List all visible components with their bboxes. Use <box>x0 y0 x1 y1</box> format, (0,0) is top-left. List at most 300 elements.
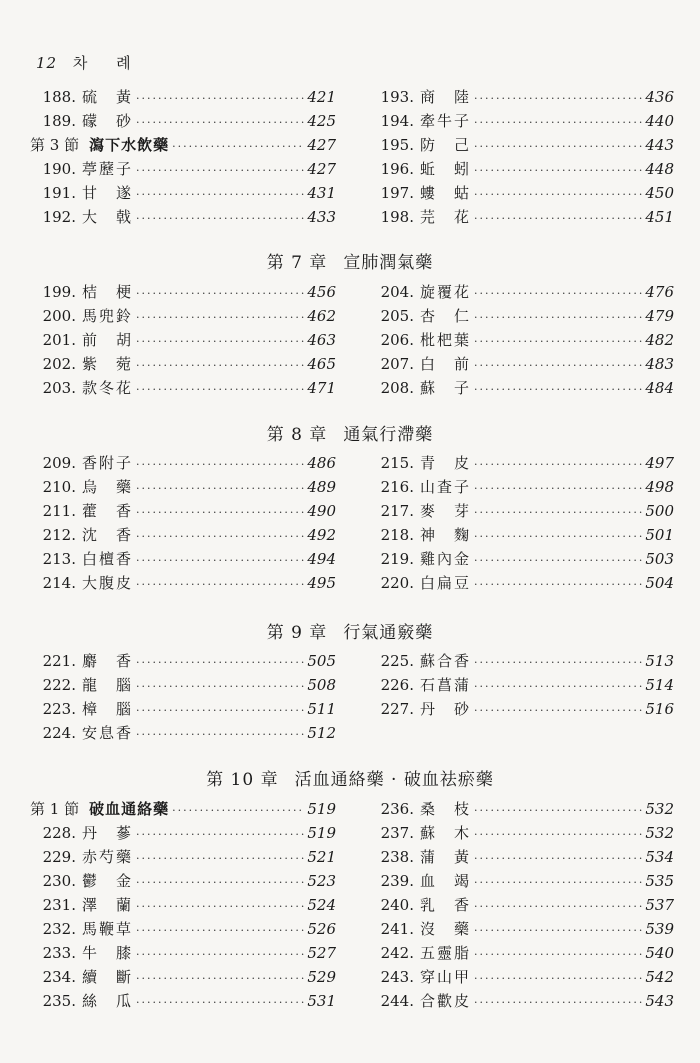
entry-number: 238. <box>380 848 414 866</box>
entry-page: 425 <box>307 112 336 130</box>
entry-page: 543 <box>645 992 674 1010</box>
page-number: 12 <box>36 54 58 72</box>
entry-name: 青 皮 <box>420 454 472 472</box>
entry-page: 433 <box>307 208 336 226</box>
left-column <box>30 86 336 230</box>
toc-entry <box>30 158 336 182</box>
entry-name: 牛 膝 <box>82 944 134 962</box>
entry-name: 五靈脂 <box>420 944 472 962</box>
entry-name: 硫 黃 <box>82 88 134 106</box>
entry-page: 513 <box>645 652 674 670</box>
entry-name: 神 麴 <box>420 526 472 544</box>
entry-number: 234. <box>42 968 76 986</box>
entry-name: 麥 芽 <box>420 502 472 520</box>
dot-leader <box>474 704 642 717</box>
entry-name: 白扁豆 <box>420 574 472 592</box>
entry-number: 229. <box>42 848 76 866</box>
entry-page: 463 <box>307 331 336 349</box>
entry-number: 216. <box>380 478 414 496</box>
toc-entry <box>30 548 336 572</box>
entry-number: 243. <box>380 968 414 986</box>
toc-entry <box>30 281 336 305</box>
dot-leader <box>474 92 642 105</box>
entry-number: 222. <box>42 676 76 694</box>
toc-entry <box>30 870 336 894</box>
entry-name: 雞內金 <box>420 550 472 568</box>
entry-page: 534 <box>645 848 674 866</box>
entry-number: 240. <box>380 896 414 914</box>
entry-page: 523 <box>307 872 336 890</box>
dot-leader <box>474 996 642 1009</box>
dot-leader <box>136 828 304 841</box>
entry-page: 471 <box>307 379 336 397</box>
entry-name: 瀉下水飲藥 <box>89 136 170 154</box>
dot-leader <box>474 948 642 961</box>
chapter-heading <box>0 765 700 790</box>
dot-leader <box>474 458 642 471</box>
entry-name: 續 斷 <box>82 968 134 986</box>
entry-name: 馬鞭草 <box>82 920 134 938</box>
entry-number: 227. <box>380 700 414 718</box>
chapter-title: 宣肺潤氣藥 <box>343 253 434 273</box>
dot-leader <box>136 92 304 105</box>
entry-number: 225. <box>380 652 414 670</box>
dot-leader <box>136 704 304 717</box>
entry-number: 239. <box>380 872 414 890</box>
toc-entry <box>368 86 674 110</box>
chapter-heading <box>0 618 700 643</box>
entry-page: 511 <box>307 700 336 718</box>
dot-leader <box>136 335 304 348</box>
header-title-b: 례 <box>116 54 132 72</box>
toc-entry <box>30 353 336 377</box>
chapter-number: 第 10 章 <box>206 770 279 790</box>
entry-number: 206. <box>380 331 414 349</box>
entry-page: 527 <box>307 944 336 962</box>
entry-name: 樟 腦 <box>82 700 134 718</box>
entry-number: 224. <box>42 724 76 742</box>
section-number: 第 1 節 <box>30 800 80 818</box>
entry-name: 石菖蒲 <box>420 676 472 694</box>
entry-number: 233. <box>42 944 76 962</box>
entry-name: 商 陸 <box>420 88 472 106</box>
chapter-title: 通氣行滯藥 <box>343 425 434 445</box>
entry-page: 537 <box>645 896 674 914</box>
toc-entry <box>368 476 674 500</box>
entry-name: 赤芍藥 <box>82 848 134 866</box>
entry-page: 535 <box>645 872 674 890</box>
toc-entry <box>30 110 336 134</box>
entry-page: 448 <box>645 160 674 178</box>
entry-name: 杏 仁 <box>420 307 472 325</box>
entry-name: 乳 香 <box>420 896 472 914</box>
toc-entry <box>30 966 336 990</box>
entry-name: 芫 花 <box>420 208 472 226</box>
section-number: 第 3 節 <box>30 136 80 154</box>
entry-number: 215. <box>380 454 414 472</box>
right-column <box>368 650 674 722</box>
dot-leader <box>172 140 304 153</box>
dot-leader <box>136 578 304 591</box>
entry-page: 542 <box>645 968 674 986</box>
entry-number: 193. <box>380 88 414 106</box>
dot-leader <box>474 554 642 567</box>
dot-leader <box>136 924 304 937</box>
entry-number: 213. <box>42 550 76 568</box>
toc-entry <box>30 846 336 870</box>
toc-entry <box>30 822 336 846</box>
chapter-title: 行氣通竅藥 <box>343 623 434 643</box>
entry-number: 207. <box>380 355 414 373</box>
entry-page: 451 <box>645 208 674 226</box>
entry-page: 436 <box>645 88 674 106</box>
entry-name: 合歡皮 <box>420 992 472 1010</box>
entry-name: 澤 蘭 <box>82 896 134 914</box>
entry-page: 476 <box>645 283 674 301</box>
entry-page: 505 <box>307 652 336 670</box>
entry-page: 479 <box>645 307 674 325</box>
entry-page: 519 <box>307 824 336 842</box>
chapter-heading <box>0 420 700 445</box>
toc-entry <box>30 182 336 206</box>
dot-leader <box>474 383 642 396</box>
toc-entry <box>368 918 674 942</box>
right-column <box>368 86 674 230</box>
right-column <box>368 281 674 401</box>
left-column <box>30 281 336 401</box>
dot-leader <box>136 383 304 396</box>
entry-number: 223. <box>42 700 76 718</box>
dot-leader <box>136 852 304 865</box>
dot-leader <box>136 116 304 129</box>
entry-name: 麝 香 <box>82 652 134 670</box>
toc-entry <box>30 206 336 230</box>
entry-name: 馬兜鈴 <box>82 307 134 325</box>
entry-page: 529 <box>307 968 336 986</box>
entry-number: 236. <box>380 800 414 818</box>
entry-name: 白檀香 <box>82 550 134 568</box>
toc-entry <box>30 476 336 500</box>
entry-name: 白 前 <box>420 355 472 373</box>
entry-page: 495 <box>307 574 336 592</box>
entry-name: 丹 蔘 <box>82 824 134 842</box>
entry-number: 194. <box>380 112 414 130</box>
toc-entry <box>368 572 674 596</box>
toc-entry <box>30 650 336 674</box>
dot-leader <box>474 287 642 300</box>
dot-leader <box>474 506 642 519</box>
entry-page: 427 <box>307 136 336 154</box>
entry-number: 203. <box>42 379 76 397</box>
entry-name: 絲 瓜 <box>82 992 134 1010</box>
entry-number: 205. <box>380 307 414 325</box>
toc-entry <box>368 548 674 572</box>
entry-number: 192. <box>42 208 76 226</box>
entry-page: 431 <box>307 184 336 202</box>
dot-leader <box>136 458 304 471</box>
left-column <box>30 798 336 1014</box>
entry-number: 212. <box>42 526 76 544</box>
entry-name: 蘇合香 <box>420 652 472 670</box>
entry-number: 199. <box>42 283 76 301</box>
toc-entry <box>30 722 336 746</box>
dot-leader <box>474 828 642 841</box>
chapter-heading <box>0 248 700 273</box>
toc-entry <box>368 798 674 822</box>
entry-name: 破血通絡藥 <box>89 800 170 818</box>
toc-entry <box>368 281 674 305</box>
entry-page: 516 <box>645 700 674 718</box>
entry-page: 492 <box>307 526 336 544</box>
entry-name: 山査子 <box>420 478 472 496</box>
toc-entry <box>30 572 336 596</box>
entry-number: 211. <box>42 502 76 520</box>
entry-page: 501 <box>645 526 674 544</box>
chapter-number: 第 9 章 <box>266 623 328 643</box>
entry-number: 200. <box>42 307 76 325</box>
entry-page: 498 <box>645 478 674 496</box>
right-column <box>368 798 674 1014</box>
entry-page: 465 <box>307 355 336 373</box>
entry-number: 210. <box>42 478 76 496</box>
entry-page: 512 <box>307 724 336 742</box>
toc-entry <box>30 86 336 110</box>
entry-page: 486 <box>307 454 336 472</box>
dot-leader <box>136 948 304 961</box>
dot-leader <box>474 188 642 201</box>
entry-name: 紫 菀 <box>82 355 134 373</box>
entry-page: 462 <box>307 307 336 325</box>
entry-page: 456 <box>307 283 336 301</box>
entry-page: 521 <box>307 848 336 866</box>
entry-number: 237. <box>380 824 414 842</box>
toc-entry <box>30 894 336 918</box>
chapter-number: 第 8 章 <box>266 425 328 445</box>
dot-leader <box>136 656 304 669</box>
dot-leader <box>136 554 304 567</box>
entry-number: 218. <box>380 526 414 544</box>
entry-page: 540 <box>645 944 674 962</box>
entry-page: 489 <box>307 478 336 496</box>
entry-name: 蘇 木 <box>420 824 472 842</box>
dot-leader <box>474 311 642 324</box>
entry-number: 208. <box>380 379 414 397</box>
entry-number: 220. <box>380 574 414 592</box>
entry-number: 202. <box>42 355 76 373</box>
entry-number: 197. <box>380 184 414 202</box>
toc-entry <box>30 524 336 548</box>
dot-leader <box>474 359 642 372</box>
entry-page: 484 <box>645 379 674 397</box>
dot-leader <box>474 530 642 543</box>
entry-page: 427 <box>307 160 336 178</box>
header-title-a: 차 <box>72 54 89 72</box>
entry-number: 242. <box>380 944 414 962</box>
toc-entry <box>30 698 336 722</box>
entry-name: 款冬花 <box>82 379 134 397</box>
dot-leader <box>474 116 642 129</box>
chapter-number: 第 7 章 <box>266 253 328 273</box>
toc-entry <box>30 918 336 942</box>
toc-entry <box>368 524 674 548</box>
toc-entry <box>368 377 674 401</box>
toc-entry <box>368 674 674 698</box>
entry-number: 196. <box>380 160 414 178</box>
entry-number: 221. <box>42 652 76 670</box>
dot-leader <box>136 359 304 372</box>
dot-leader <box>136 164 304 177</box>
entry-page: 421 <box>307 88 336 106</box>
dot-leader <box>474 164 642 177</box>
entry-name: 枇杷葉 <box>420 331 472 349</box>
entry-name: 螻 蛄 <box>420 184 472 202</box>
entry-name: 丹 砂 <box>420 700 472 718</box>
entry-number: 204. <box>380 283 414 301</box>
entry-page: 490 <box>307 502 336 520</box>
toc-section-entry <box>30 134 336 158</box>
toc-entry <box>368 966 674 990</box>
dot-leader <box>136 728 304 741</box>
toc-entry <box>30 674 336 698</box>
toc-entry <box>368 500 674 524</box>
entry-name: 穿山甲 <box>420 968 472 986</box>
entry-name: 蘇 子 <box>420 379 472 397</box>
dot-leader <box>474 680 642 693</box>
entry-number: 201. <box>42 331 76 349</box>
entry-number: 217. <box>380 502 414 520</box>
toc-entry <box>368 452 674 476</box>
entry-page: 526 <box>307 920 336 938</box>
entry-name: 血 竭 <box>420 872 472 890</box>
dot-leader <box>172 804 304 817</box>
entry-page: 500 <box>645 502 674 520</box>
toc-entry <box>30 305 336 329</box>
entry-number: 198. <box>380 208 414 226</box>
entry-name: 牽牛子 <box>420 112 472 130</box>
dot-leader <box>474 972 642 985</box>
entry-page: 524 <box>307 896 336 914</box>
entry-name: 葶藶子 <box>82 160 134 178</box>
toc-entry <box>368 698 674 722</box>
entry-page: 483 <box>645 355 674 373</box>
entry-name: 藿 香 <box>82 502 134 520</box>
dot-leader <box>136 900 304 913</box>
entry-number: 231. <box>42 896 76 914</box>
entry-page: 539 <box>645 920 674 938</box>
toc-entry <box>368 353 674 377</box>
entry-name: 龍 腦 <box>82 676 134 694</box>
toc-entry <box>368 822 674 846</box>
dot-leader <box>474 804 642 817</box>
dot-leader <box>474 900 642 913</box>
dot-leader <box>474 656 642 669</box>
entry-page: 532 <box>645 824 674 842</box>
entry-name: 沈 香 <box>82 526 134 544</box>
left-column <box>30 650 336 746</box>
entry-page: 494 <box>307 550 336 568</box>
entry-page: 504 <box>645 574 674 592</box>
toc-entry <box>368 942 674 966</box>
dot-leader <box>136 212 304 225</box>
entry-number: 209. <box>42 454 76 472</box>
entry-name: 安息香 <box>82 724 134 742</box>
toc-section-entry <box>30 798 336 822</box>
toc-entry <box>30 377 336 401</box>
dot-leader <box>474 578 642 591</box>
entry-page: 440 <box>645 112 674 130</box>
entry-name: 鬱 金 <box>82 872 134 890</box>
dot-leader <box>474 140 642 153</box>
entry-page: 519 <box>307 800 336 818</box>
toc-entry <box>30 942 336 966</box>
dot-leader <box>474 212 642 225</box>
toc-entry <box>368 650 674 674</box>
dot-leader <box>136 876 304 889</box>
dot-leader <box>474 876 642 889</box>
entry-number: 188. <box>42 88 76 106</box>
dot-leader <box>474 852 642 865</box>
entry-number: 228. <box>42 824 76 842</box>
entry-number: 214. <box>42 574 76 592</box>
entry-page: 514 <box>645 676 674 694</box>
entry-name: 蒲 黃 <box>420 848 472 866</box>
toc-entry <box>368 846 674 870</box>
toc-entry <box>30 452 336 476</box>
entry-number: 230. <box>42 872 76 890</box>
entry-number: 241. <box>380 920 414 938</box>
toc-entry <box>30 990 336 1014</box>
entry-number: 189. <box>42 112 76 130</box>
entry-page: 497 <box>645 454 674 472</box>
dot-leader <box>136 287 304 300</box>
chapter-title: 活血通絡藥 · 破血祛瘀藥 <box>294 770 494 790</box>
entry-name: 香附子 <box>82 454 134 472</box>
entry-page: 531 <box>307 992 336 1010</box>
entry-name: 蚯 蚓 <box>420 160 472 178</box>
toc-entry <box>368 990 674 1014</box>
entry-page: 482 <box>645 331 674 349</box>
dot-leader <box>136 530 304 543</box>
entry-number: 244. <box>380 992 414 1010</box>
dot-leader <box>136 996 304 1009</box>
dot-leader <box>474 482 642 495</box>
entry-number: 190. <box>42 160 76 178</box>
toc-entry <box>368 182 674 206</box>
entry-number: 195. <box>380 136 414 154</box>
entry-page: 508 <box>307 676 336 694</box>
dot-leader <box>136 972 304 985</box>
toc-entry <box>368 110 674 134</box>
toc-entry <box>30 329 336 353</box>
toc-entry <box>368 206 674 230</box>
entry-name: 旋覆花 <box>420 283 472 301</box>
toc-entry <box>368 134 674 158</box>
entry-name: 甘 遂 <box>82 184 134 202</box>
dot-leader <box>474 924 642 937</box>
entry-number: 235. <box>42 992 76 1010</box>
toc-entry <box>368 329 674 353</box>
toc-entry <box>368 870 674 894</box>
entry-name: 桔 梗 <box>82 283 134 301</box>
right-column <box>368 452 674 596</box>
entry-number: 191. <box>42 184 76 202</box>
entry-name: 防 己 <box>420 136 472 154</box>
entry-number: 219. <box>380 550 414 568</box>
dot-leader <box>136 680 304 693</box>
entry-name: 烏 藥 <box>82 478 134 496</box>
entry-name: 礞 砂 <box>82 112 134 130</box>
entry-page: 532 <box>645 800 674 818</box>
